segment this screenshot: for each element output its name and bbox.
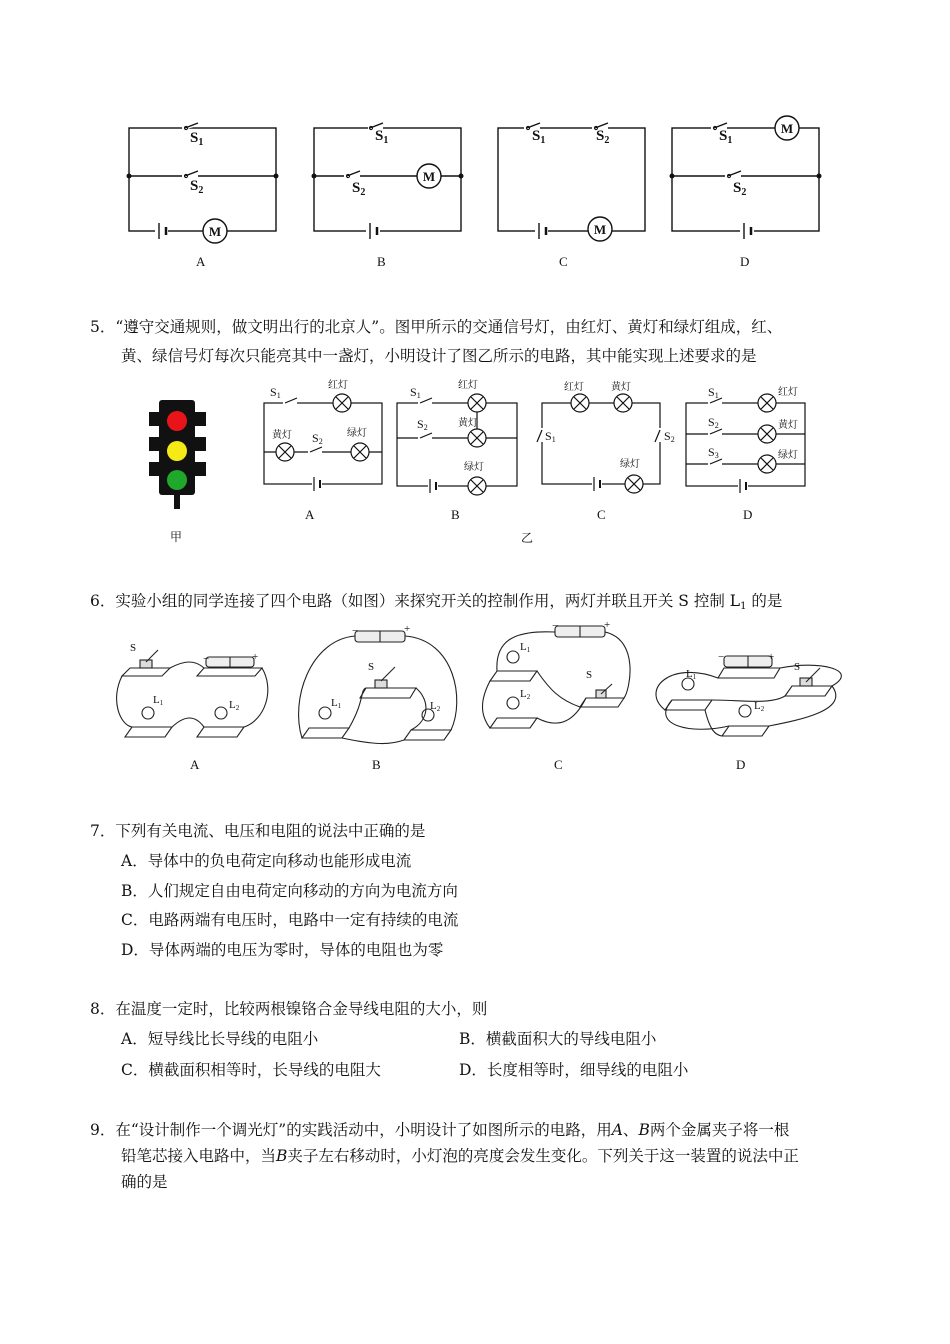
q6-option-c: C	[554, 757, 563, 772]
svg-text:S2: S2	[708, 415, 719, 430]
q6-circuit-c	[483, 626, 631, 728]
svg-text:−: −	[352, 625, 359, 637]
traffic-light-figure	[0, 378, 950, 538]
figure-yi-caption: 乙	[521, 531, 534, 545]
svg-text:L2: L2	[754, 700, 765, 713]
svg-text:S1: S1	[270, 385, 281, 400]
q6-circuit-d	[656, 656, 841, 736]
q4-circuit-d	[672, 116, 819, 239]
svg-text:−: −	[718, 651, 725, 663]
svg-text:−: −	[552, 620, 559, 632]
svg-text:S: S	[586, 669, 593, 681]
svg-text:L1: L1	[153, 694, 164, 707]
svg-text:红灯: 红灯	[778, 387, 798, 398]
motor-label: M	[422, 169, 436, 184]
svg-text:S2: $S_2$	[733, 180, 747, 198]
svg-text:红灯: 红灯	[458, 380, 478, 391]
svg-text:L1: L1	[686, 668, 697, 681]
svg-text:S2: $S_2$	[352, 180, 366, 198]
q5-option-b: B	[451, 507, 460, 522]
q5-option-d: D	[743, 507, 753, 522]
svg-text:绿灯: 绿灯	[464, 462, 484, 473]
svg-text:S1: S1	[545, 429, 556, 444]
q9-stem-line2: 铅笔芯接入电路中，当B夹子左右移动时，小灯泡的亮度会发生变化。下列关于这一装置的说法中正	[121, 1147, 799, 1165]
q6-physical-circuits	[0, 620, 950, 760]
svg-text:黄灯: 黄灯	[458, 418, 478, 429]
svg-text:绿灯: 绿灯	[347, 428, 367, 439]
svg-text:S1: $S_1$	[719, 128, 733, 146]
svg-text:S: S	[368, 661, 375, 673]
q5-circuit-d	[686, 394, 805, 493]
q4-option-d: D	[740, 254, 750, 269]
svg-text:S2: S2	[312, 431, 323, 446]
q7-stem: 7．下列有关电流、电压和电阻的说法中正确的是	[90, 822, 426, 840]
q4-circuits	[0, 0, 950, 270]
q9-stem-line3: 确的是	[121, 1173, 168, 1191]
q8-stem: 8．在温度一定时，比较两根镍铬合金导线电阻的大小，则	[90, 1000, 488, 1018]
svg-text:+: +	[252, 651, 259, 663]
q5-circuit-b	[397, 394, 517, 495]
motor-label: M	[593, 222, 607, 237]
q8-option-d: D．长度相等时，细导线的电阻小	[459, 1061, 689, 1079]
figure-jia-caption: 甲	[170, 530, 183, 544]
q4-circuit-c	[498, 123, 645, 241]
q9-stem-line1: 9．在“设计制作一个调光灯”的实践活动中，小明设计了如图所示的电路，用A、B两个金属夹子将一根	[90, 1121, 790, 1139]
svg-text:S3: S3	[708, 445, 719, 460]
q5-option-a: A	[305, 507, 315, 522]
q8-option-b: B．横截面积大的导线电阻小	[459, 1030, 657, 1048]
q7-option-d: D．导体两端的电压为零时，导体的电阻也为零	[121, 941, 444, 959]
svg-text:绿灯: 绿灯	[778, 450, 798, 461]
svg-text:S1: $S_1$	[190, 130, 204, 148]
q6-option-a: A	[190, 757, 200, 772]
q5-stem-line1: 5．“遵守交通规则，做文明出行的北京人”。图甲所示的交通信号灯，由红灯、黄灯和绿灯组成，红、	[90, 318, 783, 336]
svg-text:+: +	[604, 619, 611, 631]
motor-label: M	[780, 121, 794, 136]
svg-text:S1: S1	[708, 385, 719, 400]
q6-circuit-b	[299, 631, 457, 744]
svg-text:S2: $S_2$	[190, 178, 204, 196]
q7-option-b: B．人们规定自由电荷定向移动的方向为电流方向	[121, 882, 458, 900]
svg-text:黄灯: 黄灯	[778, 420, 798, 431]
svg-text:+: +	[768, 651, 775, 663]
svg-text:−: −	[203, 653, 210, 665]
svg-text:L1: L1	[520, 641, 531, 654]
q5-circuit-a	[264, 394, 382, 491]
q6-stem: 6．实验小组的同学连接了四个电路（如图）来探究开关的控制作用，两灯并联且开关 S 控制 L1 的是	[90, 592, 783, 612]
svg-text:S2: S2	[664, 429, 675, 444]
svg-text:S2: S2	[417, 417, 428, 432]
traffic-light-icon	[149, 400, 206, 509]
q4-option-b: B	[377, 254, 386, 269]
q6-option-d: D	[736, 757, 746, 772]
svg-text:L2: L2	[229, 699, 240, 712]
q7-option-a: A．导体中的负电荷定向移动也能形成电流	[121, 852, 412, 870]
q4-option-c: C	[559, 254, 568, 269]
svg-text:+: +	[404, 623, 411, 635]
svg-text:S: S	[794, 661, 801, 673]
svg-text:S: S	[130, 642, 137, 654]
q7-option-c: C．电路两端有电压时，电路中一定有持续的电流	[121, 911, 459, 929]
svg-text:黄灯: 黄灯	[272, 430, 292, 441]
motor-label: M	[208, 224, 222, 239]
svg-text:S1: S1	[410, 385, 421, 400]
svg-text:红灯: 红灯	[328, 380, 348, 391]
svg-text:绿灯: 绿灯	[620, 459, 640, 470]
q6-circuit-a	[117, 650, 268, 737]
q8-option-a: A．短导线比长导线的电阻小	[121, 1030, 319, 1048]
svg-text:黄灯: 黄灯	[611, 382, 631, 393]
q8-option-c: C．横截面积相等时，长导线的电阻大	[121, 1061, 381, 1079]
svg-text:红灯: 红灯	[564, 382, 584, 393]
svg-text:L2: L2	[430, 700, 441, 713]
svg-text:S1: $S_1$	[532, 128, 546, 146]
svg-text:S2: $S_2$	[596, 128, 610, 146]
q5-option-c: C	[597, 507, 606, 522]
svg-text:L1: L1	[331, 697, 342, 710]
svg-text:L2: L2	[520, 688, 531, 701]
svg-text:S1: $S_1$	[375, 128, 389, 146]
q4-option-a: A	[196, 254, 206, 269]
q6-option-b: B	[372, 757, 381, 772]
q5-stem-line2: 黄、绿信号灯每次只能亮其中一盏灯，小明设计了图乙所示的电路，其中能实现上述要求的是	[121, 347, 757, 365]
